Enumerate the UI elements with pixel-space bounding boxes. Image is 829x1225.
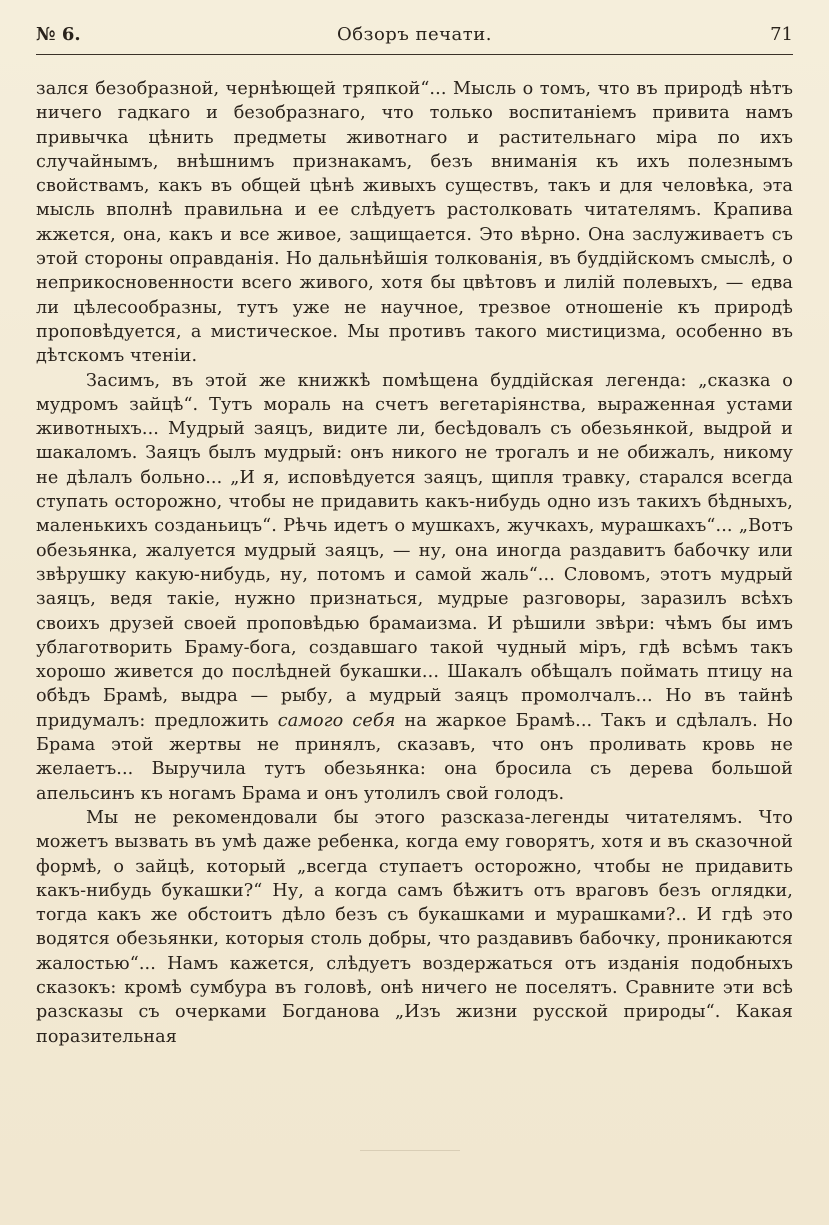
bottom-divider: [360, 1150, 460, 1151]
article-body: [36, 77, 793, 1049]
paragraph-2: [36, 369, 793, 806]
paragraph-2-italic: самого себя: [277, 710, 396, 731]
paragraph-2-text-after: на жаркое Брамѣ... Такъ и сдѣлалъ. Но Брама этой жертвы не принялъ, сказавъ, что онъ проливать кровь не желаетъ... Выручила тутъ обезьянка: она бросила съ дерева большой апельсинъ къ ногамъ Брама и онъ утолилъ свой голодъ.: [36, 710, 793, 804]
running-header: [36, 22, 793, 48]
header-rule: [36, 54, 793, 55]
paragraph-1: зался безобразной, чернѣющей тряпкой“... Мысль о томъ, что въ природѣ нѣтъ ничего гадкаго и безобразнаго, что только воспитаніемъ привита намъ привычка цѣнить предметы животнаго и растительнаго міра по ихъ случайнымъ, внѣшнимъ признакамъ, безъ вниманія къ ихъ полезнымъ свойствамъ, какъ въ общей цѣнѣ живыхъ существъ, такъ и для человѣка, эта мысль вполнѣ правильна и ее слѣдуетъ растолковать читателямъ. Крапива жжется, она, какъ и все живое, защищается. Это вѣрно. Она заслуживаетъ съ этой стороны оправданія. Но дальнѣйшія толкованія, въ буддійскомъ смыслѣ, о неприкосновенности всего живого, хотя бы цвѣтовъ и лилій полевыхъ, — едва ли цѣлесообразны, тутъ уже не научное, трезвое отношеніе къ природѣ проповѣдуется, а мистическое. Мы противъ такого мистицизма, особенно въ дѣтскомъ чтеніи.: [36, 79, 793, 367]
page-number: 71: [770, 24, 793, 45]
issue-number: № 6.: [36, 24, 81, 45]
section-title: Обзоръ печати.: [337, 24, 492, 45]
paragraph-3: Мы не рекомендовали бы этого разсказа-легенды читателямъ. Что можетъ вызвать въ умѣ даже ребенка, когда ему говорятъ, хотя и въ сказочной формѣ, о зайцѣ, который „всегда ступаетъ осторожно, чтобы не придавить какъ-нибудь букашки?“ Ну, а когда самъ бѣжитъ отъ враговъ безъ оглядки, тогда какъ же обстоитъ дѣло безъ съ букашками и мурашками?.. И гдѣ это водятся обезьянки, которыя столь добры, что раздавивъ бабочку, проникаются жалостью“... Намъ кажется, слѣдуетъ воздержаться отъ изданія подобныхъ сказокъ: кромѣ сумбура въ головѣ, онѣ ничего не поселятъ. Сравните эти всѣ разсказы съ очерками Богданова „Изъ жизни русской природы“. Какая поразительная: [36, 807, 793, 1047]
paragraph-2-text-before: Засимъ, въ этой же книжкѣ помѣщена буддійская легенда: „сказка о мудромъ зайцѣ“. Тутъ мораль на счетъ вегетаріянства, выраженная устами животныхъ... Мудрый заяцъ, видите ли, бесѣдовалъ съ обезьянкой, выдрой и шакаломъ. Заяцъ былъ мудрый: онъ никого не трогалъ и не обижалъ, никому не дѣлалъ больно... „И я, исповѣдуется заяцъ, щипля травку, старался всегда ступать осторожно, чтобы не придавить какъ-нибудь одно изъ такихъ бѣдныхъ, маленькихъ созданьицъ“. Рѣчь идетъ о мушкахъ, жучкахъ, мурашкахъ“... „Вотъ обезьянка, жалуется мудрый заяцъ, — ну, она иногда раздавитъ бабочку или звѣрушку какую-нибудь, ну, потомъ и самой жаль“... Словомъ, этотъ мудрый заяцъ, ведя такіе, нужно признаться, мудрые разговоры, заразилъ всѣхъ своихъ друзей своей проповѣдью брамаизма. И рѣшили звѣри: чѣмъ бы имъ ублаготворить Браму-бога, создавшаго такой чудный міръ, гдѣ всѣмъ такъ хорошо живется до послѣдней букашки... Шакалъ обѣщалъ поймать птицу на обѣдъ Брамѣ, выдра — рыбу, а мудрый заяцъ промолчалъ... Но въ тайнѣ придумалъ: предложить: [36, 370, 793, 731]
